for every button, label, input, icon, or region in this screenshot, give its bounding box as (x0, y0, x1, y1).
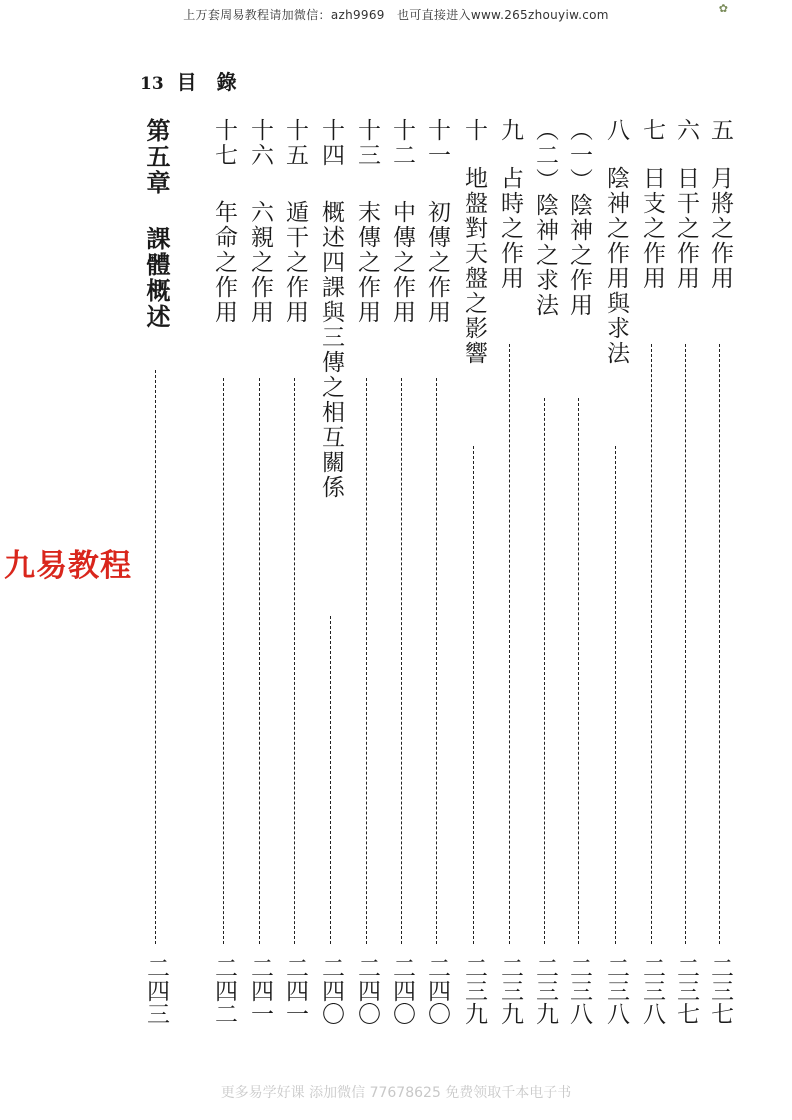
toc-entry[interactable] (563, 118, 595, 1038)
toc-entry-title: 課體概述 (142, 226, 171, 330)
toc-entry[interactable] (636, 118, 668, 1038)
toc-entry-title: 中傳之作用 (389, 200, 415, 325)
toc-entry[interactable] (208, 118, 240, 1038)
toc-entry-number: 五 (707, 118, 733, 143)
toc-entry-page: 二四三 (143, 956, 169, 1025)
dotted-leader (719, 344, 720, 944)
toc-entry-page: 二三九 (497, 956, 523, 1025)
toc-entry-page: 二四一 (247, 956, 273, 1025)
toc-entry[interactable] (529, 118, 561, 1038)
toc-entry[interactable] (421, 118, 453, 1038)
toc-entry-page: 二三八 (639, 956, 665, 1025)
toc-entry-page: 二四〇 (424, 956, 450, 1025)
toc-entry-number: 十三 (354, 118, 380, 168)
toc-entry-title: ︵二︶陰神之求法 (532, 118, 558, 318)
dotted-leader (436, 378, 437, 944)
toc-entry-title: 六親之作用 (247, 200, 273, 325)
dotted-leader (685, 344, 686, 944)
page-header (140, 66, 237, 95)
dotted-leader (544, 398, 545, 944)
dotted-leader (615, 446, 616, 944)
toc-entry-title: 末傳之作用 (354, 200, 380, 325)
toc-entry[interactable] (458, 118, 490, 1038)
toc-entry-page: 二三七 (707, 956, 733, 1025)
toc-entry[interactable] (244, 118, 276, 1038)
toc-entry[interactable] (279, 118, 311, 1038)
toc-entry-number: 八 (603, 118, 629, 143)
toc-entry-number: 十 (461, 118, 487, 143)
page-number: 13 (140, 74, 164, 94)
toc-entry-title: 遁干之作用 (282, 200, 308, 325)
toc-entry-number: 第五章 (142, 118, 171, 196)
toc-entry[interactable] (140, 118, 172, 1038)
toc-entry-page: 二三九 (532, 956, 558, 1025)
dotted-leader (509, 344, 510, 944)
toc-entry-title: 初傳之作用 (424, 200, 450, 325)
toc-entry-page: 二四〇 (318, 956, 344, 1025)
toc-entry-title: 地盤對天盤之影響 (461, 166, 487, 366)
toc-entry-number: 十七 (211, 118, 237, 168)
toc-entry-title: 占時之作用 (497, 166, 523, 291)
toc-entry-number: 十一 (424, 118, 450, 168)
watermark-logo: 九易教程 (4, 548, 132, 584)
toc-entry-title: 日干之作用 (673, 166, 699, 291)
toc-entry-number: 十四 (318, 118, 344, 168)
toc-entry[interactable] (494, 118, 526, 1038)
toc-entry-title: 日支之作用 (639, 166, 665, 291)
toc-entry[interactable] (704, 118, 736, 1038)
toc-entry-title: 月將之作用 (707, 166, 733, 291)
toc-entry-title: ︵一︶陰神之作用 (566, 118, 592, 318)
dotted-leader (366, 378, 367, 944)
toc-entry[interactable] (386, 118, 418, 1038)
dotted-leader (401, 378, 402, 944)
toc-entry-number: 七 (639, 118, 665, 143)
toc-entry-number: 十二 (389, 118, 415, 168)
dotted-leader (155, 370, 156, 944)
top-banner: 上万套周易教程请加微信：azh9969 也可直接进入www.265zhouyiw.com (183, 8, 609, 22)
dotted-leader (473, 446, 474, 944)
toc-entry-number: 六 (673, 118, 699, 143)
toc-entry[interactable] (600, 118, 632, 1038)
toc-entry-number: 十五 (282, 118, 308, 168)
toc-entry-number: 九 (497, 118, 523, 143)
toc-entry[interactable] (351, 118, 383, 1038)
toc-entry-title: 概述四課與三傳之相互關係 (318, 200, 344, 500)
toc-entry-number: 十六 (247, 118, 273, 168)
toc-entry-page: 二四〇 (389, 956, 415, 1025)
dotted-leader (651, 344, 652, 944)
toc-entry[interactable] (315, 118, 347, 1038)
toc-entry-page: 二四二 (211, 956, 237, 1025)
dotted-leader (259, 378, 260, 944)
dotted-leader (294, 378, 295, 944)
dotted-leader (223, 378, 224, 944)
toc-entry[interactable] (670, 118, 702, 1038)
toc-entry-page: 二三八 (603, 956, 629, 1025)
dotted-leader (330, 616, 331, 944)
toc-entry-page: 二三八 (566, 956, 592, 1025)
dotted-leader (578, 398, 579, 944)
footer-watermark: 更多易学好课 添加微信 77678625 免费领取千本电子书 (220, 1085, 572, 1101)
decoration-mark: ✿ (718, 2, 728, 15)
toc-entry-page: 二三七 (673, 956, 699, 1025)
toc-entry-title: 年命之作用 (211, 200, 237, 325)
header-label: 目 錄 (176, 70, 237, 94)
toc-entry-page: 二三九 (461, 956, 487, 1025)
toc-entry-title: 陰神之作用與求法 (603, 166, 629, 366)
toc-entry-page: 二四一 (282, 956, 308, 1025)
toc-entry-page: 二四〇 (354, 956, 380, 1025)
